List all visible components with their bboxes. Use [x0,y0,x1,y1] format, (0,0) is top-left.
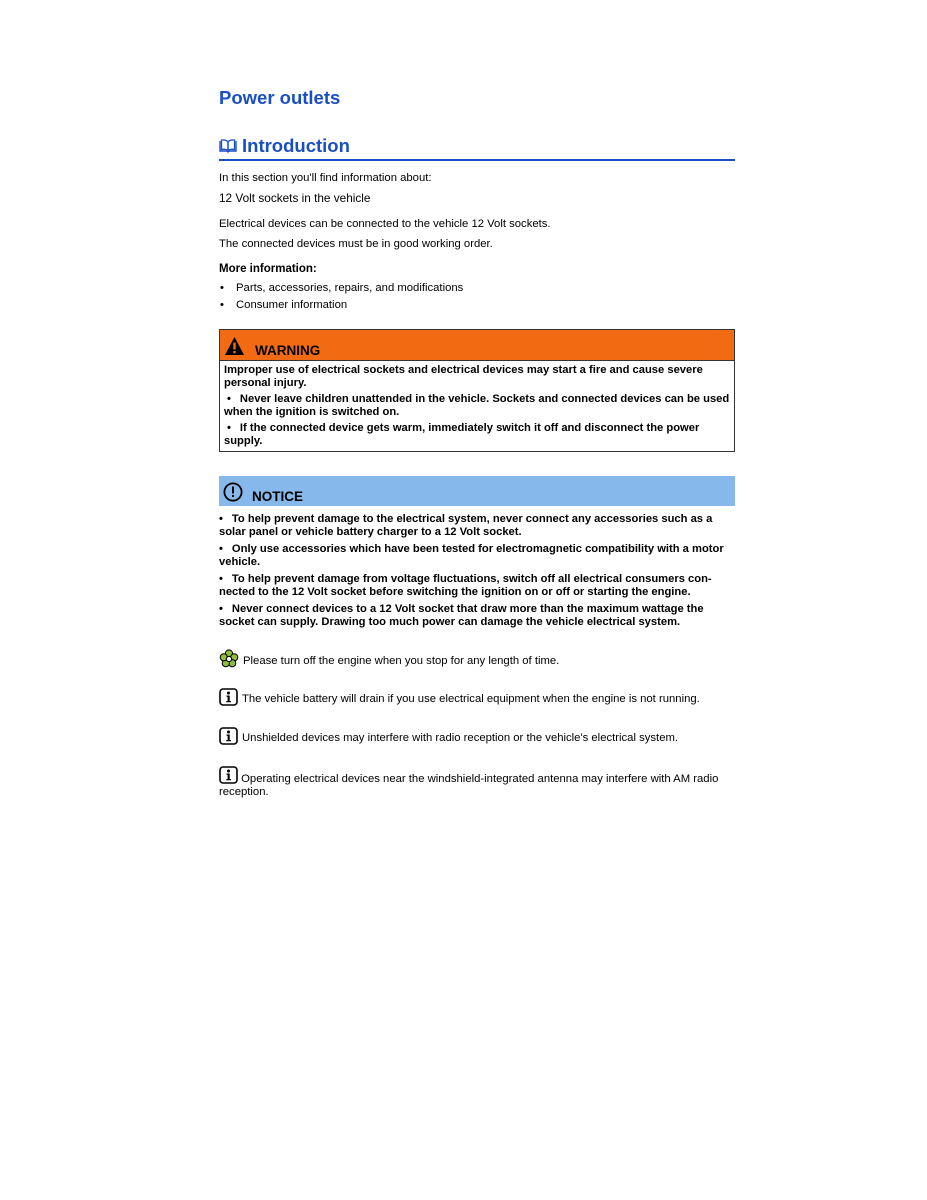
warning-triangle-icon [224,336,245,356]
eco-flower-icon [219,649,239,668]
intro-topic: 12 Volt sockets in the vehicle [219,191,371,205]
warning-box [219,329,735,452]
info-note [219,688,735,706]
intro-line: In this section you'll find information about: [219,172,432,184]
notice-item-text: Never connect devices to a 12 Volt socket that draw more than the maximum wattage the socket can supply. Drawing too much power can damage the vehicle electrical system. [219,603,704,628]
notice-item: • To help prevent damage from voltage fluctuations, switch off all electrical consumers con-nected to the 12 Volt socket before switching the ignition on or off or starting the engine. [219,573,712,598]
intro-paragraph: Electrical devices can be connected to the vehicle 12 Volt sockets. [219,218,551,230]
warning-body [220,361,734,451]
book-icon [219,139,237,153]
notice-label: NOTICE [252,489,304,504]
more-info-list [219,281,735,312]
notice-item-text: To help prevent damage from voltage fluctuations, switch off all electrical consumers con-nected to the 12 Volt socket before switching the ignition on or off or starting the engine. [219,573,712,598]
warning-header [220,330,734,361]
warning-item-text: If the connected device gets warm, immediately switch it off and disconnect the power supply. [224,422,700,447]
notice-item-text: To help prevent damage to the electrical system, never connect any accessories such as a solar panel or vehicle battery charger to a 12 Volt socket. [219,513,713,538]
notice-item: • To help prevent damage to the electrical system, never connect any accessories such as a solar panel or vehicle battery charger to a 12 Volt socket. [219,513,713,538]
notice-item-text: Only use accessories which have been tested for electromagnetic compatibility with a motor vehicle. [219,543,724,568]
note-text: The vehicle battery will drain if you use electrical equipment when the engine is not running. [242,693,700,705]
notice-body [219,513,735,629]
section-heading [219,134,735,161]
notice-item: • Never connect devices to a 12 Volt socket that draw more than the maximum wattage the socket can supply. Drawing too much power can damage the vehicle electrical system. [219,603,704,628]
page-title: Power outlets [219,87,341,108]
notice-header [219,476,735,506]
note-text: Please turn off the engine when you stop for any length of time. [243,655,560,667]
info-note [219,766,735,799]
list-item: • Parts, accessories, repairs, and modifications [219,281,735,295]
note-text: Unshielded devices may interfere with radio reception or the vehicle's electrical system. [242,732,679,744]
list-item: • Consumer information [219,298,735,312]
more-info-heading: More information: [219,263,317,275]
page-content [219,86,735,799]
warning-label: WARNING [255,343,321,358]
section-title: Introduction [242,135,350,156]
info-note [219,727,735,745]
info-icon [219,727,238,745]
warning-item: • If the connected device gets warm, immediately switch it off and disconnect the power supply. [224,422,700,447]
intro-paragraph: The connected devices must be in good working order. [219,238,493,250]
warning-item: • Never leave children unattended in the vehicle. Sockets and connected devices can be used when the ignition is switched on. [224,393,730,418]
warning-lead: Improper use of electrical sockets and electrical devices may start a fire and cause severe personal injury. [224,364,703,389]
warning-item-text: Never leave children unattended in the vehicle. Sockets and connected devices can be used when the ignition is switched on. [224,393,730,418]
exclamation-circle-icon [223,482,243,502]
info-icon [219,688,238,706]
note-text: Operating electrical devices near the windshield-integrated antenna may interfere with AM radio reception. [219,773,719,798]
info-icon [219,766,238,784]
eco-note [219,649,735,668]
notice-item: • Only use accessories which have been tested for electromagnetic compatibility with a motor vehicle. [219,543,724,568]
